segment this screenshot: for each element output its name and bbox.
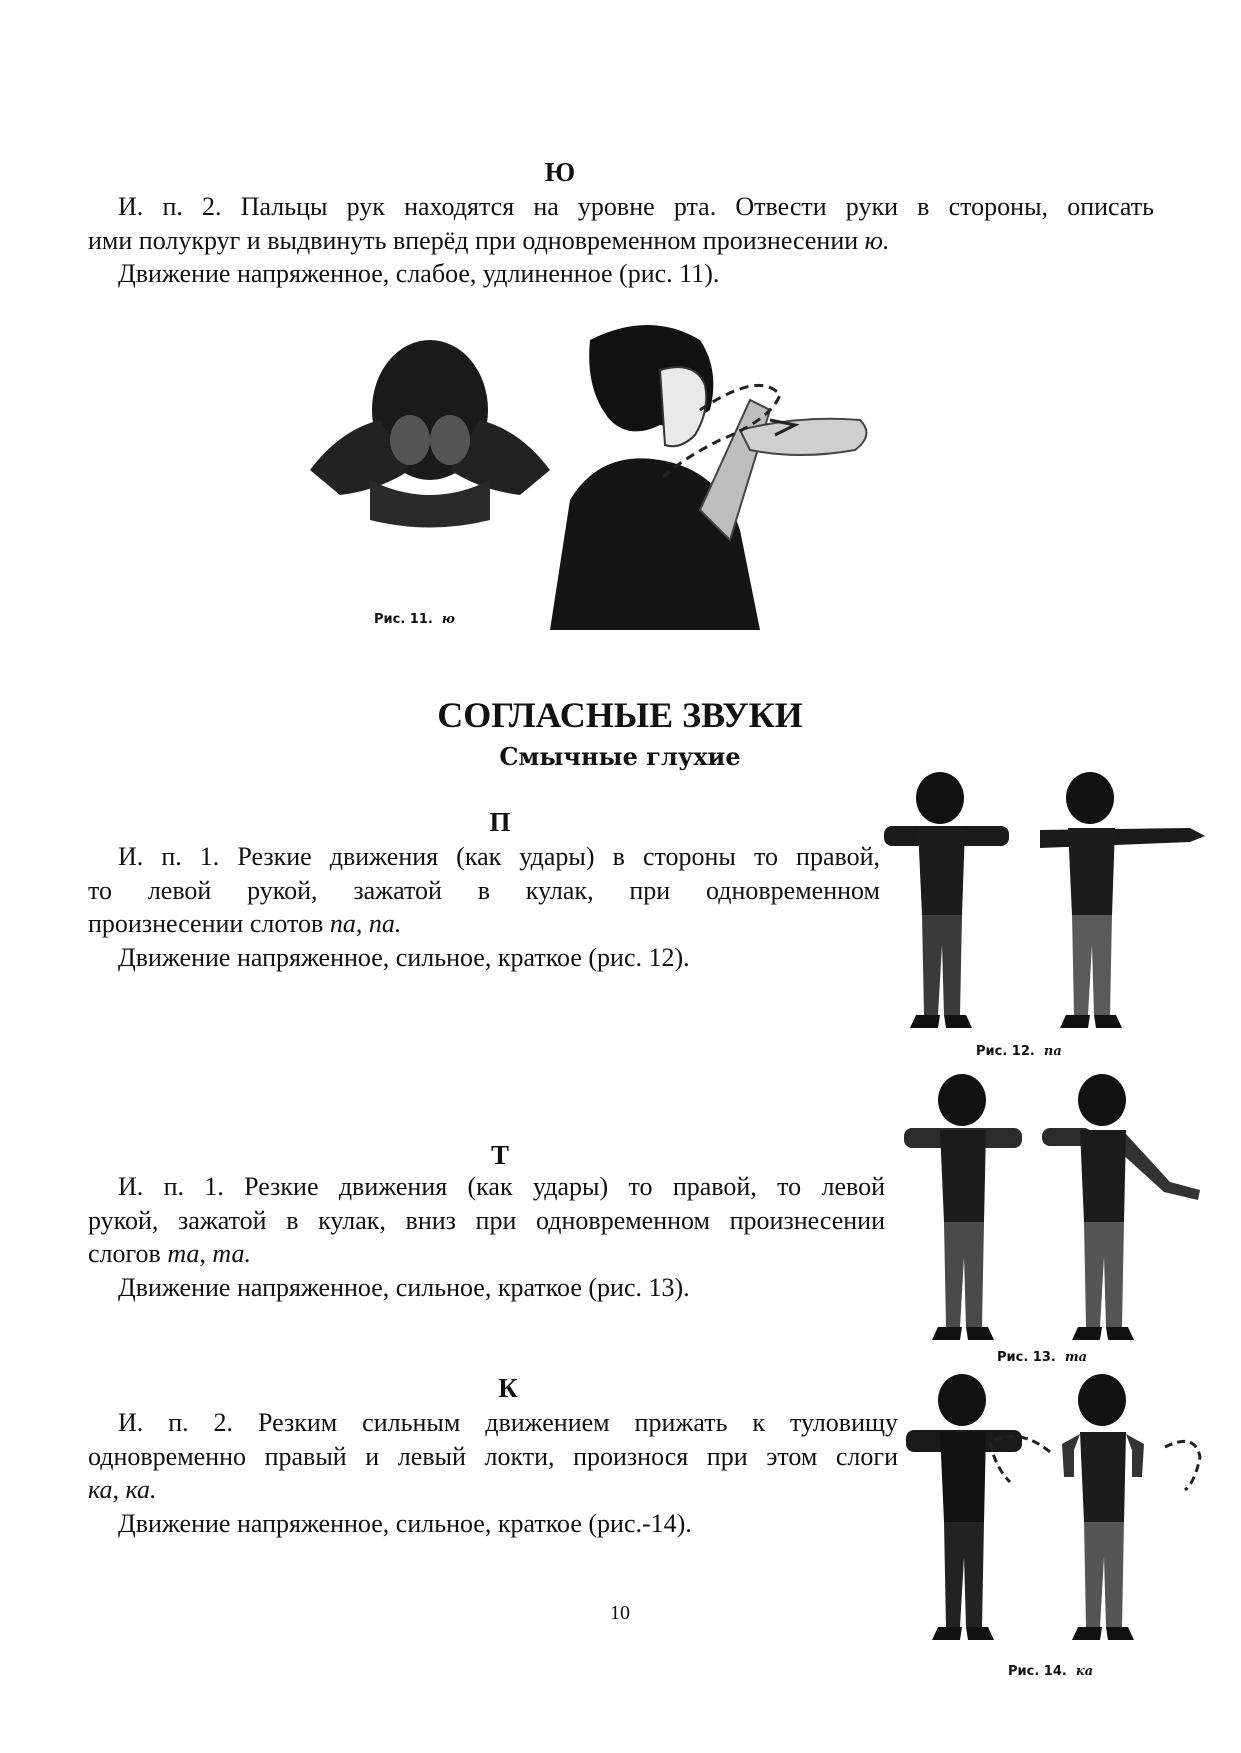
movement-p: Движение напряженное, сильное, краткое (рис. 12). [118, 942, 690, 972]
figure-11 [300, 310, 900, 630]
paragraph-k-line1: И. п. 2. Резким сильным движением прижать к туловищу [118, 1408, 898, 1437]
syllables-ta: та, та. [167, 1239, 251, 1268]
paragraph-yu [88, 190, 1154, 291]
paragraph-k [88, 1406, 898, 1540]
page-number: 10 [610, 1602, 630, 1624]
paragraph-p-line1: И. п. 1. Резкие движения (как удары) в стороны то правой, [118, 842, 880, 871]
paragraph-k-line3 [88, 1473, 898, 1507]
figure-13-caption: Рис. 13. та [997, 1350, 1088, 1365]
paragraph-t-line1: И. п. 1. Резкие движения (как удары) то правой, то левой [118, 1172, 885, 1201]
chapter-title: СОГЛАСНЫЕ ЗВУКИ [437, 695, 803, 735]
movement-yu: Движение напряженное, слабое, удлиненное (рис. 11). [118, 259, 720, 288]
paragraph-k-line2: одновременно правый и левый локти, произнося при этом слоги [88, 1441, 898, 1471]
chapter-subtitle: Смычные глухие [499, 742, 741, 771]
figure-11-caption: Рис. 11. ю [374, 612, 455, 627]
paragraph-p-line2: то левой рукой, зажатой в кулак, при одновременном [88, 875, 880, 905]
paragraph-t-line2: рукой, зажатой в кулак, вниз при одновременном произнесении [88, 1205, 885, 1235]
paragraph-p [88, 840, 880, 974]
child-yu-gesture-image [300, 310, 900, 630]
paragraph-yu-line2: ими полукруг и выдвинуть вперёд при одновременном произнесении ю. [88, 225, 890, 255]
child-ta-gesture-image [900, 1072, 1210, 1342]
figure-13 [900, 1072, 1210, 1342]
figure-12-caption: Рис. 12. па [976, 1044, 1062, 1059]
paragraph-t [88, 1170, 885, 1304]
paragraph-yu-line1: И. п. 2. Пальцы рук находятся на уровне рта. Отвести руки в стороны, описать [118, 192, 1154, 221]
paragraph-p-line3: произнесении слотов па, па. [88, 909, 402, 938]
movement-t: Движение напряженное, сильное, краткое (рис. 13). [118, 1272, 690, 1302]
syllables-pa: па, па. [329, 909, 402, 938]
letter-heading-p: П [489, 807, 511, 837]
child-pa-gesture-image [880, 770, 1210, 1040]
sound-yu: ю. [864, 225, 890, 255]
letter-heading-k: К [498, 1373, 518, 1403]
movement-k: Движение напряженное, сильное, краткое (рис.-14). [118, 1508, 692, 1538]
figure-12 [880, 770, 1210, 1040]
letter-heading-t: Т [490, 1140, 509, 1170]
child-ka-gesture-image [900, 1372, 1210, 1647]
figure-14-caption: Рис. 14. ка [1008, 1664, 1094, 1679]
letter-heading-yu: Ю [544, 157, 576, 187]
paragraph-t-line3: слогов та, та. [88, 1239, 251, 1268]
figure-14 [900, 1372, 1210, 1647]
syllables-ka: ка, ка. [88, 1475, 157, 1504]
